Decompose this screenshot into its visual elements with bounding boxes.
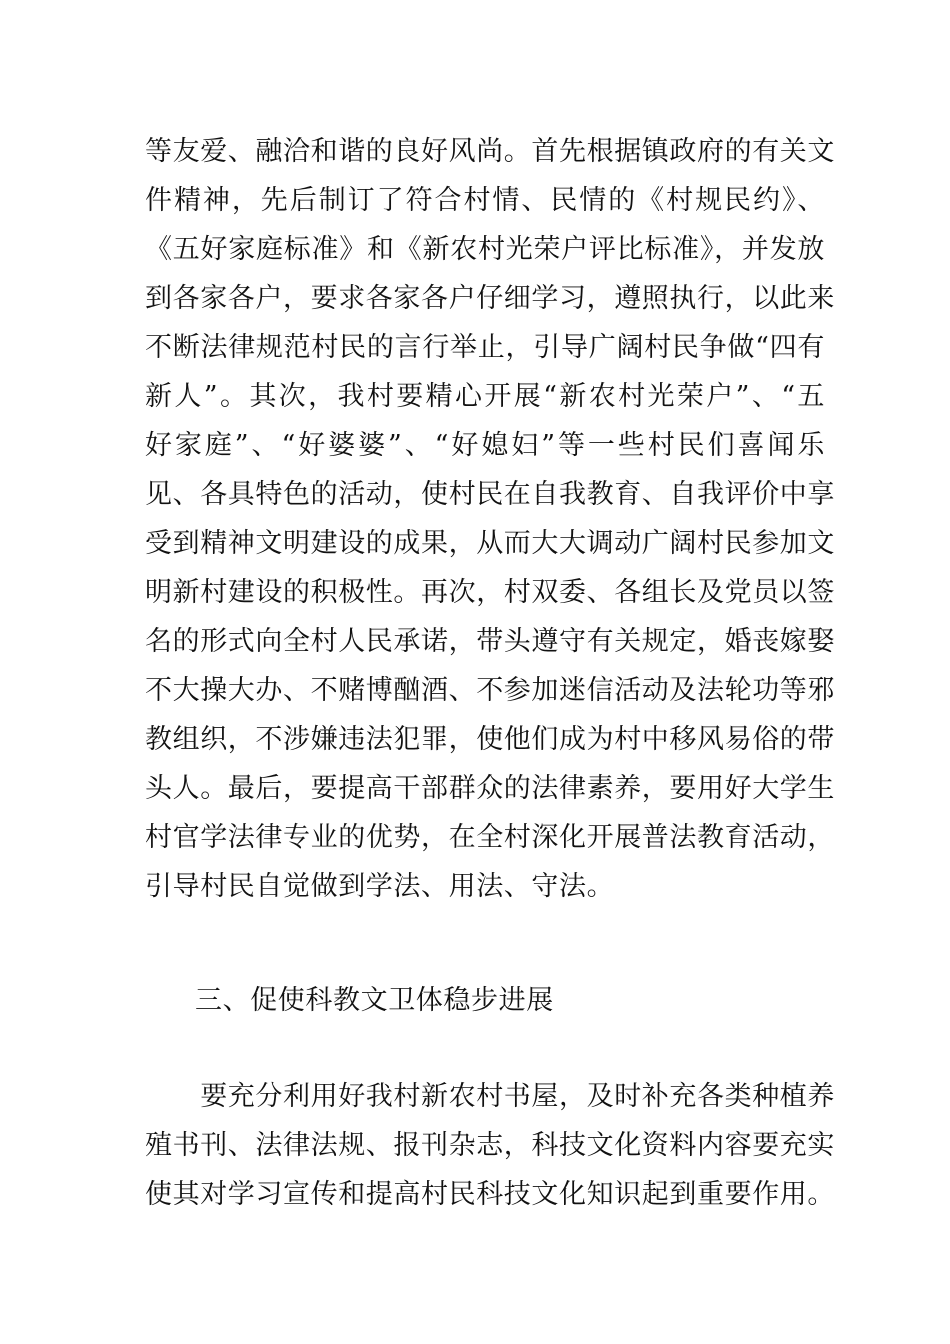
text-line: 头人。最后，要提高干部群众的法律素养，要用好大学生 — [145, 773, 835, 804]
text-line: 教组织，不涉嫌违法犯罪，使他们成为村中移风易俗的带 — [145, 724, 835, 755]
text-line: 等友爱、融洽和谐的良好风尚。首先根据镇政府的有关文 — [145, 136, 835, 167]
text-line: 名的形式向全村人民承诺，带头遵守有关规定，婚丧嫁娶 — [145, 626, 835, 657]
text-line: 好家庭”、“好婆婆”、“好媳妇”等一些村民们喜闻乐 — [145, 430, 825, 461]
text-line: 不大操大办、不赌博酗酒、不参加迷信活动及法轮功等邪 — [145, 675, 835, 706]
text-line: 《五好家庭标准》和《新农村光荣户评比标准》，并发放 — [145, 234, 825, 265]
text-line: 殖书刊、法律法规、报刊杂志，科技文化资料内容要充实 — [145, 1130, 835, 1161]
text-line: 引导村民自觉做到学法、用法、守法。 — [145, 871, 615, 902]
text-line: 明新村建设的积极性。再次，村双委、各组长及党员以签 — [145, 577, 835, 608]
section-heading — [195, 976, 695, 1025]
paragraph-village-rules — [145, 127, 835, 911]
text-line: 不断法律规范村民的言行举止，引导广阔村民争做“四有 — [145, 332, 825, 363]
text-line: 村官学法律专业的优势，在全村深化开展普法教育活动， — [145, 822, 835, 853]
text-line: 见、各具特色的活动，使村民在自我教育、自我评价中享 — [145, 479, 835, 510]
text-line: 受到精神文明建设的成果，从而大大调动广阔村民参加文 — [145, 528, 835, 559]
text-line: 使其对学习宣传和提高村民科技文化知识起到重要作用。 — [145, 1179, 835, 1210]
text-line: 新人”。其次，我村要精心开展“新农村光荣户”、“五 — [145, 381, 825, 412]
text-line: 到各家各户，要求各家各户仔细学习，遵照执行，以此来 — [145, 283, 835, 314]
section-heading-text: 三、促使科教文卫体稳步进展 — [195, 985, 554, 1016]
paragraph-library — [145, 1072, 835, 1219]
text-line: 要充分利用好我村新农村书屋，及时补充各类种植养 — [145, 1081, 835, 1112]
text-line: 件精神，先后制订了符合村情、民情的《村规民约》、 — [145, 185, 825, 216]
